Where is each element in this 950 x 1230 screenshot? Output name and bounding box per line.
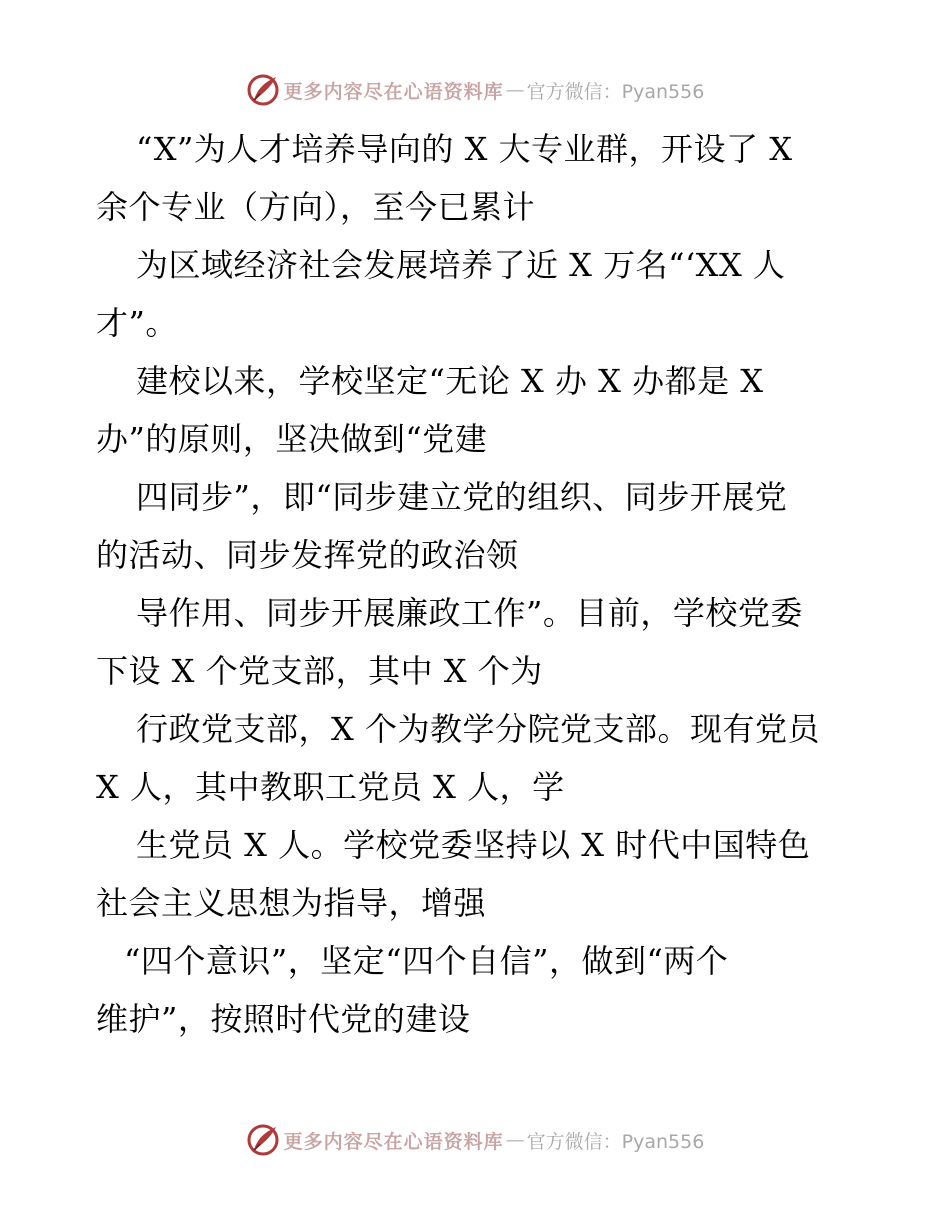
- document-body: [96, 120, 866, 1048]
- text-line: 维护”，按照时代党的建设: [96, 1000, 471, 1038]
- footer-watermark: [0, 1120, 950, 1160]
- text-line: 办”的原则，坚决做到“党建: [96, 420, 488, 458]
- text-line: 社会主义思想为指导，增强: [96, 884, 487, 922]
- text-line: 才”。: [96, 304, 178, 342]
- text-line: 四同步”，即“同步建立党的组织、同步开展党: [136, 478, 788, 516]
- watermark-wechat-text: 官方微信：Pyan556: [526, 1130, 705, 1153]
- text-line: “四个意识”，坚定“四个自信”，做到“两个: [124, 942, 729, 980]
- text-line: 余个专业（方向），至今已累计: [96, 188, 536, 226]
- watermark-wechat-text: 官方微信：Pyan556: [526, 80, 705, 103]
- text-line: 的活动、同步发挥党的政治领: [96, 536, 519, 574]
- text-line: 导作用、同步开展廉政工作”。目前，学校党委: [136, 594, 803, 632]
- header-watermark: [0, 70, 950, 110]
- watermark-brand-text: 更多内容尽在心语资料库: [283, 1130, 504, 1153]
- watermark-separator: —: [505, 79, 525, 101]
- text-line: X 人，其中教职工党员 X 人，学: [96, 768, 565, 806]
- text-line: “X”为人才培养导向的 X 大专业群，开设了 X: [136, 130, 793, 168]
- watermark-brand-text: 更多内容尽在心语资料库: [283, 80, 504, 103]
- text-line: 行政党支部，X 个为教学分院党支部。现有党员: [136, 710, 820, 748]
- text-line: 下设 X 个党支部，其中 X 个为: [96, 652, 543, 690]
- watermark-separator: —: [505, 1129, 525, 1151]
- text-line: 建校以来，学校坚定“无论 X 办 X 办都是 X: [136, 362, 764, 400]
- quill-logo-icon: [246, 73, 280, 107]
- quill-logo-icon: [246, 1123, 280, 1157]
- text-line: 生党员 X 人。学校党委坚持以 X 时代中国特色: [136, 826, 811, 864]
- text-line: 为区域经济社会发展培养了近 X 万名“‘XX 人: [136, 246, 786, 284]
